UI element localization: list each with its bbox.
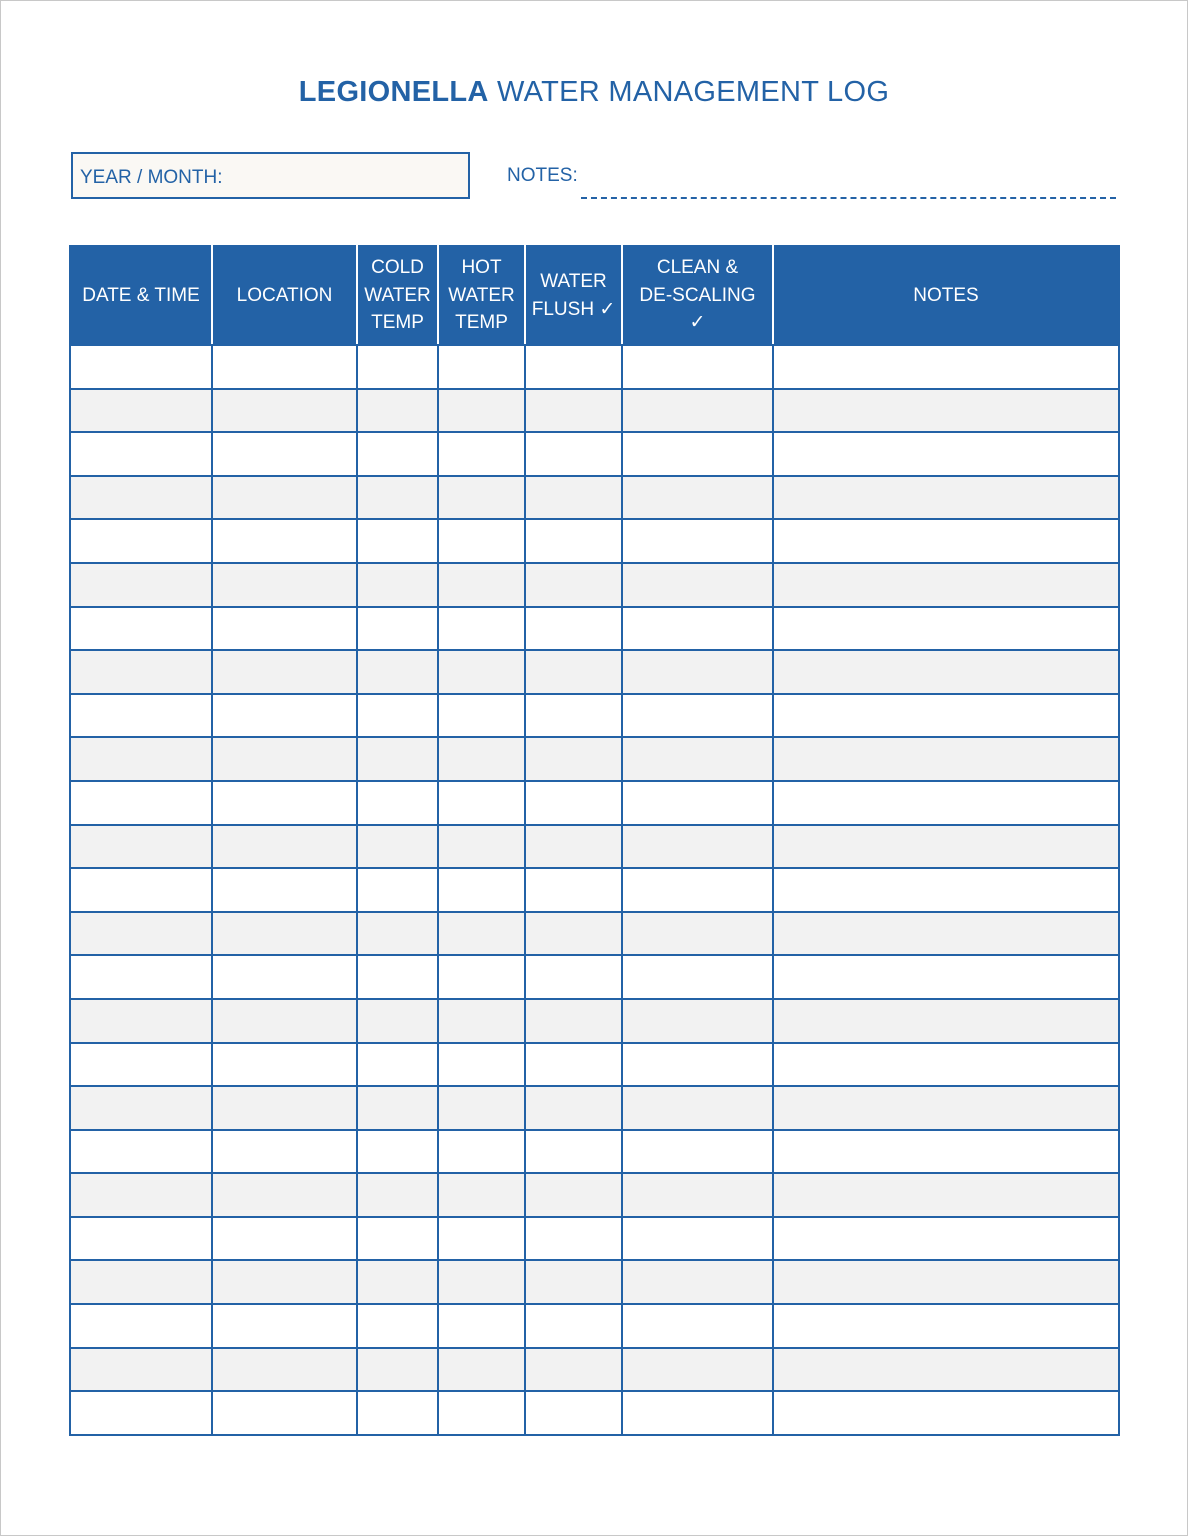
- cell-date-time[interactable]: [70, 650, 212, 694]
- cell-notes[interactable]: [773, 912, 1119, 956]
- cell-water-flush[interactable]: [525, 1391, 622, 1435]
- column-header-location: [212, 246, 357, 345]
- table-row: [70, 389, 1119, 433]
- table-row: [70, 650, 1119, 694]
- notes-label: NOTES:: [507, 165, 578, 186]
- cell-location[interactable]: [212, 737, 357, 781]
- cell-cold-water-temp[interactable]: [357, 955, 438, 999]
- table-row: [70, 999, 1119, 1043]
- table-row: [70, 1348, 1119, 1392]
- cell-cold-water-temp[interactable]: [357, 694, 438, 738]
- table-row: [70, 912, 1119, 956]
- cell-notes[interactable]: [773, 694, 1119, 738]
- cell-cold-water-temp[interactable]: [357, 519, 438, 563]
- cell-cold-water-temp[interactable]: [357, 868, 438, 912]
- title-bold: LEGIONELLA: [298, 76, 489, 108]
- cell-hot-water-temp[interactable]: [438, 999, 525, 1043]
- cell-clean-descaling[interactable]: [622, 607, 773, 651]
- cell-notes[interactable]: [773, 825, 1119, 869]
- cell-notes[interactable]: [773, 868, 1119, 912]
- cell-date-time[interactable]: [70, 694, 212, 738]
- cell-location[interactable]: [212, 519, 357, 563]
- cell-clean-descaling[interactable]: [622, 1391, 773, 1435]
- cell-hot-water-temp[interactable]: [438, 607, 525, 651]
- cell-cold-water-temp[interactable]: [357, 999, 438, 1043]
- cell-date-time[interactable]: [70, 345, 212, 389]
- notes-line-field[interactable]: [581, 197, 1116, 199]
- cell-cold-water-temp[interactable]: [357, 389, 438, 433]
- cell-notes[interactable]: [773, 1391, 1119, 1435]
- table-row: [70, 781, 1119, 825]
- table-row: [70, 1043, 1119, 1087]
- table-row: [70, 1086, 1119, 1130]
- table-row: [70, 694, 1119, 738]
- cell-cold-water-temp[interactable]: [357, 607, 438, 651]
- cell-notes[interactable]: [773, 1086, 1119, 1130]
- cell-notes[interactable]: [773, 519, 1119, 563]
- cell-water-flush[interactable]: [525, 1217, 622, 1261]
- cell-clean-descaling[interactable]: [622, 1348, 773, 1392]
- cell-hot-water-temp[interactable]: [438, 1130, 525, 1174]
- column-header-line: DATE & TIME: [82, 284, 200, 306]
- cell-cold-water-temp[interactable]: [357, 1173, 438, 1217]
- cell-notes[interactable]: [773, 607, 1119, 651]
- cell-cold-water-temp[interactable]: [357, 1348, 438, 1392]
- cell-clean-descaling[interactable]: [622, 432, 773, 476]
- cell-clean-descaling[interactable]: [622, 1173, 773, 1217]
- cell-cold-water-temp[interactable]: [357, 1391, 438, 1435]
- year-month-field[interactable]: [71, 152, 470, 199]
- cell-location[interactable]: [212, 432, 357, 476]
- cell-clean-descaling[interactable]: [622, 955, 773, 999]
- cell-date-time[interactable]: [70, 737, 212, 781]
- cell-cold-water-temp[interactable]: [357, 1043, 438, 1087]
- table-row: [70, 563, 1119, 607]
- cell-water-flush[interactable]: [525, 1130, 622, 1174]
- table-row: [70, 476, 1119, 520]
- cell-hot-water-temp[interactable]: [438, 912, 525, 956]
- cell-notes[interactable]: [773, 1173, 1119, 1217]
- cell-water-flush[interactable]: [525, 1304, 622, 1348]
- cell-location[interactable]: [212, 1304, 357, 1348]
- cell-hot-water-temp[interactable]: [438, 1304, 525, 1348]
- cell-water-flush[interactable]: [525, 563, 622, 607]
- cell-location[interactable]: [212, 476, 357, 520]
- column-header-cold-water-temp: [357, 246, 438, 345]
- cell-water-flush[interactable]: [525, 650, 622, 694]
- cell-cold-water-temp[interactable]: [357, 1304, 438, 1348]
- cell-water-flush[interactable]: [525, 1348, 622, 1392]
- table-row: [70, 519, 1119, 563]
- cell-clean-descaling[interactable]: [622, 737, 773, 781]
- cell-clean-descaling[interactable]: [622, 1086, 773, 1130]
- cell-clean-descaling[interactable]: [622, 563, 773, 607]
- cell-date-time[interactable]: [70, 432, 212, 476]
- table-row: [70, 737, 1119, 781]
- cell-location[interactable]: [212, 825, 357, 869]
- column-header-line: HOT: [461, 257, 502, 279]
- cell-clean-descaling[interactable]: [622, 650, 773, 694]
- cell-water-flush[interactable]: [525, 1086, 622, 1130]
- cell-cold-water-temp[interactable]: [357, 563, 438, 607]
- cell-notes[interactable]: [773, 781, 1119, 825]
- cell-notes[interactable]: [773, 1043, 1119, 1087]
- cell-hot-water-temp[interactable]: [438, 1348, 525, 1392]
- column-header-hot-water-temp: [438, 246, 525, 345]
- cell-water-flush[interactable]: [525, 781, 622, 825]
- title-rest: WATER MANAGEMENT LOG: [488, 76, 890, 108]
- cell-location[interactable]: [212, 955, 357, 999]
- column-header-line: FLUSH ✓: [531, 298, 616, 320]
- column-header-water-flush: [525, 246, 622, 345]
- table-row: [70, 607, 1119, 651]
- cell-cold-water-temp[interactable]: [357, 781, 438, 825]
- cell-date-time[interactable]: [70, 781, 212, 825]
- cell-clean-descaling[interactable]: [622, 476, 773, 520]
- cell-hot-water-temp[interactable]: [438, 519, 525, 563]
- column-header-line: TEMP: [371, 312, 424, 334]
- cell-water-flush[interactable]: [525, 519, 622, 563]
- cell-cold-water-temp[interactable]: [357, 1086, 438, 1130]
- cell-location[interactable]: [212, 912, 357, 956]
- cell-date-time[interactable]: [70, 1086, 212, 1130]
- cell-cold-water-temp[interactable]: [357, 476, 438, 520]
- log-table: [69, 245, 1120, 1436]
- cell-hot-water-temp[interactable]: [438, 1391, 525, 1435]
- table-row: [70, 1260, 1119, 1304]
- table-row: [70, 955, 1119, 999]
- cell-location[interactable]: [212, 1086, 357, 1130]
- cell-notes[interactable]: [773, 1130, 1119, 1174]
- column-header-line: TEMP: [455, 312, 508, 334]
- cell-date-time[interactable]: [70, 1173, 212, 1217]
- column-header-notes: [773, 246, 1119, 345]
- column-header-line: DE-SCALING: [639, 284, 756, 306]
- cell-date-time[interactable]: [70, 563, 212, 607]
- cell-notes[interactable]: [773, 955, 1119, 999]
- cell-location[interactable]: [212, 1260, 357, 1304]
- cell-clean-descaling[interactable]: [622, 1130, 773, 1174]
- cell-notes[interactable]: [773, 476, 1119, 520]
- cell-date-time[interactable]: [70, 1130, 212, 1174]
- cell-hot-water-temp[interactable]: [438, 737, 525, 781]
- cell-water-flush[interactable]: [525, 912, 622, 956]
- cell-clean-descaling[interactable]: [622, 1304, 773, 1348]
- cell-hot-water-temp[interactable]: [438, 868, 525, 912]
- cell-clean-descaling[interactable]: [622, 825, 773, 869]
- cell-water-flush[interactable]: [525, 1260, 622, 1304]
- cell-water-flush[interactable]: [525, 432, 622, 476]
- cell-date-time[interactable]: [70, 1260, 212, 1304]
- cell-location[interactable]: [212, 650, 357, 694]
- cell-notes[interactable]: [773, 1304, 1119, 1348]
- cell-clean-descaling[interactable]: [622, 389, 773, 433]
- cell-date-time[interactable]: [70, 1348, 212, 1392]
- cell-notes[interactable]: [773, 1348, 1119, 1392]
- cell-water-flush[interactable]: [525, 825, 622, 869]
- cell-hot-water-temp[interactable]: [438, 345, 525, 389]
- cell-location[interactable]: [212, 1348, 357, 1392]
- cell-notes[interactable]: [773, 737, 1119, 781]
- cell-hot-water-temp[interactable]: [438, 694, 525, 738]
- cell-cold-water-temp[interactable]: [357, 1217, 438, 1261]
- cell-clean-descaling[interactable]: [622, 694, 773, 738]
- cell-location[interactable]: [212, 1391, 357, 1435]
- cell-date-time[interactable]: [70, 607, 212, 651]
- cell-notes[interactable]: [773, 650, 1119, 694]
- cell-date-time[interactable]: [70, 912, 212, 956]
- cell-hot-water-temp[interactable]: [438, 781, 525, 825]
- cell-water-flush[interactable]: [525, 1043, 622, 1087]
- cell-location[interactable]: [212, 999, 357, 1043]
- cell-date-time[interactable]: [70, 825, 212, 869]
- cell-water-flush[interactable]: [525, 1173, 622, 1217]
- column-header-date-time: [70, 246, 212, 345]
- cell-water-flush[interactable]: [525, 955, 622, 999]
- cell-clean-descaling[interactable]: [622, 868, 773, 912]
- cell-clean-descaling[interactable]: [622, 781, 773, 825]
- cell-notes[interactable]: [773, 389, 1119, 433]
- cell-notes[interactable]: [773, 432, 1119, 476]
- column-header-line: LOCATION: [236, 284, 333, 306]
- column-header-line: WATER: [540, 271, 607, 292]
- cell-hot-water-temp[interactable]: [438, 563, 525, 607]
- cell-clean-descaling[interactable]: [622, 1217, 773, 1261]
- cell-cold-water-temp[interactable]: [357, 912, 438, 956]
- cell-notes[interactable]: [773, 1217, 1119, 1261]
- cell-date-time[interactable]: [70, 519, 212, 563]
- column-header-line: CLEAN &: [656, 257, 739, 279]
- cell-cold-water-temp[interactable]: [357, 345, 438, 389]
- cell-water-flush[interactable]: [525, 607, 622, 651]
- column-header-line: NOTES: [913, 284, 979, 306]
- cell-notes[interactable]: [773, 563, 1119, 607]
- cell-notes[interactable]: [773, 1260, 1119, 1304]
- cell-water-flush[interactable]: [525, 345, 622, 389]
- table-row: [70, 1130, 1119, 1174]
- cell-date-time[interactable]: [70, 1043, 212, 1087]
- cell-cold-water-temp[interactable]: [357, 1130, 438, 1174]
- cell-location[interactable]: [212, 1043, 357, 1087]
- column-header-line: WATER: [364, 284, 431, 306]
- cell-cold-water-temp[interactable]: [357, 825, 438, 869]
- cell-cold-water-temp[interactable]: [357, 650, 438, 694]
- cell-hot-water-temp[interactable]: [438, 432, 525, 476]
- cell-water-flush[interactable]: [525, 999, 622, 1043]
- cell-clean-descaling[interactable]: [622, 1260, 773, 1304]
- table-row: [70, 1304, 1119, 1348]
- cell-water-flush[interactable]: [525, 868, 622, 912]
- cell-location[interactable]: [212, 389, 357, 433]
- cell-date-time[interactable]: [70, 999, 212, 1043]
- cell-clean-descaling[interactable]: [622, 999, 773, 1043]
- cell-clean-descaling[interactable]: [622, 1043, 773, 1087]
- column-header-line: COLD: [371, 257, 424, 279]
- cell-date-time[interactable]: [70, 1217, 212, 1261]
- cell-hot-water-temp[interactable]: [438, 389, 525, 433]
- cell-date-time[interactable]: [70, 476, 212, 520]
- cell-location[interactable]: [212, 345, 357, 389]
- cell-clean-descaling[interactable]: [622, 912, 773, 956]
- cell-clean-descaling[interactable]: [622, 519, 773, 563]
- cell-cold-water-temp[interactable]: [357, 1260, 438, 1304]
- cell-hot-water-temp[interactable]: [438, 955, 525, 999]
- cell-date-time[interactable]: [70, 1304, 212, 1348]
- cell-location[interactable]: [212, 563, 357, 607]
- table-row: [70, 1391, 1119, 1435]
- cell-date-time[interactable]: [70, 1391, 212, 1435]
- cell-location[interactable]: [212, 1173, 357, 1217]
- cell-clean-descaling[interactable]: [622, 345, 773, 389]
- column-header-line: WATER: [448, 284, 515, 306]
- cell-hot-water-temp[interactable]: [438, 1173, 525, 1217]
- cell-cold-water-temp[interactable]: [357, 737, 438, 781]
- cell-hot-water-temp[interactable]: [438, 1043, 525, 1087]
- column-header-clean-descaling: [622, 246, 773, 345]
- cell-hot-water-temp[interactable]: [438, 1260, 525, 1304]
- cell-hot-water-temp[interactable]: [438, 476, 525, 520]
- cell-location[interactable]: [212, 1130, 357, 1174]
- table-row: [70, 345, 1119, 389]
- cell-location[interactable]: [212, 1217, 357, 1261]
- cell-location[interactable]: [212, 781, 357, 825]
- cell-location[interactable]: [212, 607, 357, 651]
- table-row: [70, 868, 1119, 912]
- cell-location[interactable]: [212, 868, 357, 912]
- cell-hot-water-temp[interactable]: [438, 825, 525, 869]
- cell-hot-water-temp[interactable]: [438, 1217, 525, 1261]
- cell-cold-water-temp[interactable]: [357, 432, 438, 476]
- table-row: [70, 1217, 1119, 1261]
- cell-date-time[interactable]: [70, 389, 212, 433]
- cell-hot-water-temp[interactable]: [438, 650, 525, 694]
- cell-location[interactable]: [212, 694, 357, 738]
- table-header-row: [70, 246, 1119, 345]
- cell-hot-water-temp[interactable]: [438, 1086, 525, 1130]
- table-row: [70, 432, 1119, 476]
- cell-water-flush[interactable]: [525, 737, 622, 781]
- cell-notes[interactable]: [773, 999, 1119, 1043]
- cell-date-time[interactable]: [70, 868, 212, 912]
- cell-water-flush[interactable]: [525, 389, 622, 433]
- table-row: [70, 1173, 1119, 1217]
- table-row: [70, 825, 1119, 869]
- cell-water-flush[interactable]: [525, 694, 622, 738]
- cell-water-flush[interactable]: [525, 476, 622, 520]
- column-header-line: ✓: [689, 312, 706, 334]
- cell-date-time[interactable]: [70, 955, 212, 999]
- page-title: [0, 76, 1188, 109]
- year-month-label: YEAR / MONTH:: [80, 167, 223, 188]
- cell-notes[interactable]: [773, 345, 1119, 389]
